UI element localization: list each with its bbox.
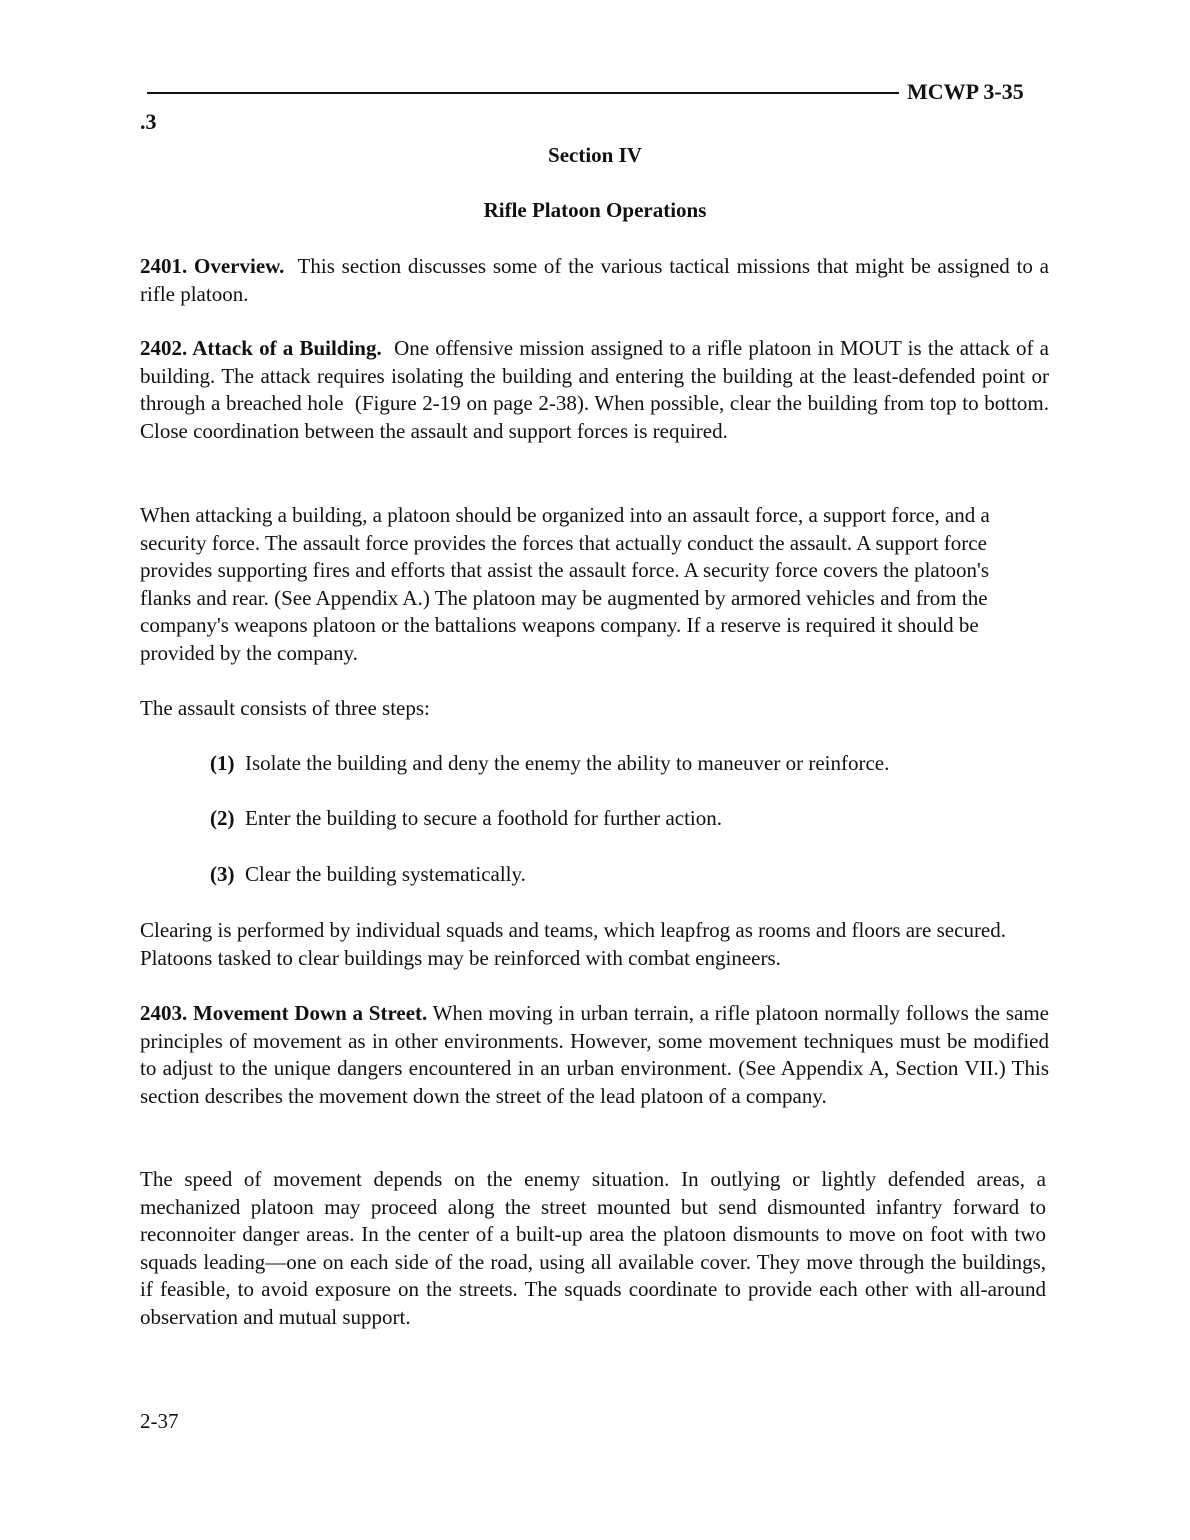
header-rule (147, 92, 899, 94)
step-item (210, 805, 1030, 833)
step-number: (1) (210, 751, 235, 775)
document-code-suffix: .3 (140, 109, 157, 134)
step-text: Enter the building to secure a foothold for further action. (234, 806, 723, 830)
step-item (210, 750, 1030, 778)
steps-intro: The assault consists of three steps: (140, 696, 430, 720)
section-title: Rifle Platoon Operations (483, 198, 707, 222)
section-number: Section IV (548, 143, 642, 167)
paragraph-clearing: Clearing is performed by individual squads and teams, which leapfrog as rooms and floors are secured. Platoons tasked to clear buildings may be reinforced with combat engineers. (140, 918, 1007, 970)
paragraph-2402 (140, 335, 1060, 445)
step-number: (3) (210, 862, 235, 886)
paragraph-2401 (140, 253, 1055, 308)
paragraph-speed: The speed of movement depends on the enemy situation. In outlying or lightly defended areas, a mechanized platoon may proceed along the street mounted but send dismounted infantry forward to reconnoiter danger areas. In the center of a built-up area the platoon dismounts to move on foot with two squads leading—one on each side of the road, using all available cover. They move through the buildings, if feasible, to avoid exposure on the streets. The squads coordinate to provide each other with all-around observation and mutual support. (140, 1167, 1046, 1329)
paragraph-heading: 2401. Overview. (140, 254, 285, 278)
page-number: 2-37 (140, 1409, 179, 1433)
step-item (210, 861, 1030, 889)
step-text: Clear the building systematically. (234, 862, 526, 886)
paragraph-heading: 2402. Attack of a Building. (140, 336, 382, 360)
paragraph-body: This section discusses some of the various tactical missions that might be assigned to a rifle platoon. (140, 254, 1055, 306)
paragraph-2403 (140, 1000, 1055, 1110)
paragraph-organization: When attacking a building, a platoon should be organized into an assault force, a support force, and a security force. The assault force provides the forces that actually conduct the assault. A support force provides supporting fires and efforts that assist the assault force. A security force covers the platoon's flanks and rear. (See Appendix A.) The platoon may be augmented by armored vehicles and from the company's weapons platoon or the battalions weapons company. If a reserve is required it should be provided by the company. (140, 503, 990, 665)
document-code: MCWP 3-35 (907, 79, 1024, 104)
paragraph-heading: 2403. Movement Down a Street. (140, 1001, 428, 1025)
step-number: (2) (210, 806, 235, 830)
step-text: Isolate the building and deny the enemy the ability to maneuver or reinforce. (234, 751, 890, 775)
paragraph-body: One offensive mission assigned to a rifle platoon in MOUT is the attack of a building. The attack requires isolating the building and entering the building at the least-defended point or through a breached hole (Figure 2-19 on page 2-38). When possible, clear the building from top to bottom. Close coordination between the assault and support forces is required. (140, 336, 1060, 443)
paragraph-body: When moving in urban terrain, a rifle platoon normally follows the same principles of movement as in other environments. However, some movement techniques must be modified to adjust to the unique dangers encountered in an urban environment. (See Appendix A, Section VII.) This section describes the movement down the street of the lead platoon of a company. (140, 1001, 1055, 1108)
